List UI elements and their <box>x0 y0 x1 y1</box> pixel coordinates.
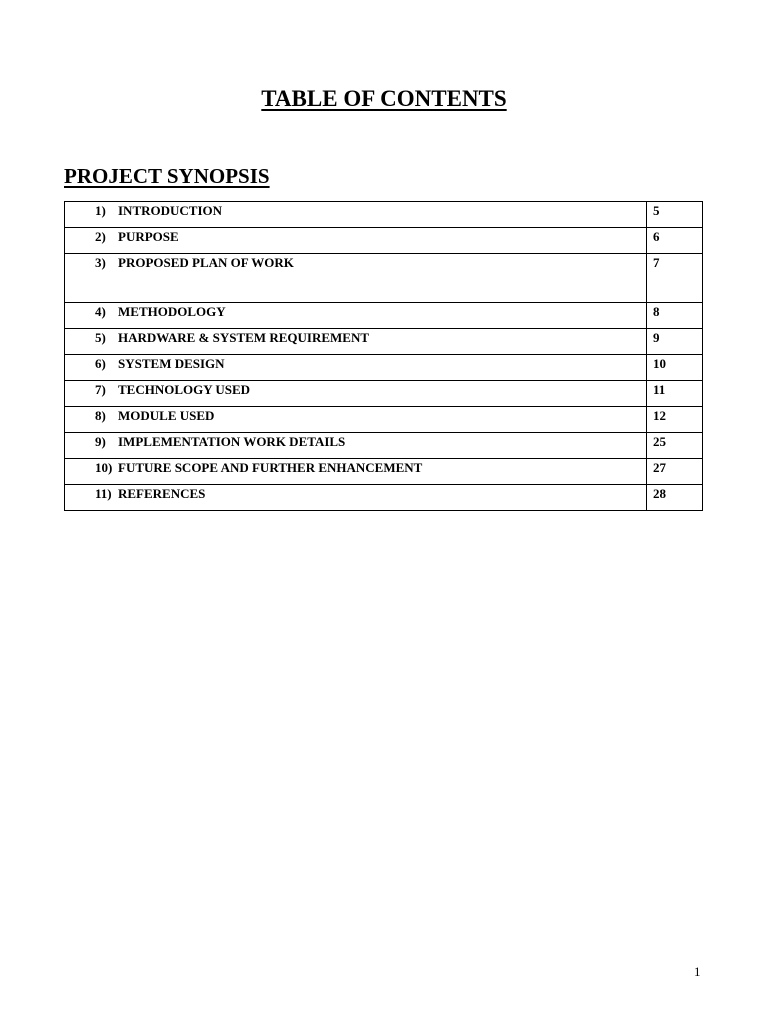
toc-page-number: 25 <box>647 433 703 459</box>
toc-entry-label: METHODOLOGY <box>118 304 226 319</box>
toc-row <box>65 433 703 459</box>
toc-entry-number: 8) <box>95 408 106 423</box>
toc-row <box>65 355 703 381</box>
toc-page-number: 8 <box>647 303 703 329</box>
section-heading: PROJECT SYNOPSIS <box>64 164 270 188</box>
toc-entry-number: 3) <box>95 255 106 270</box>
toc-row <box>65 459 703 485</box>
toc-page-number: 6 <box>647 228 703 254</box>
toc-entry-label: IMPLEMENTATION WORK DETAILS <box>118 434 346 449</box>
toc-entry-label: FUTURE SCOPE AND FURTHER ENHANCEMENT <box>118 460 423 475</box>
toc-entry-number: 10) <box>95 460 113 475</box>
toc-entry <box>65 459 647 485</box>
toc-entry-label: MODULE USED <box>118 408 215 423</box>
toc-page-number: 5 <box>647 202 703 228</box>
toc-page-number: 9 <box>647 329 703 355</box>
toc-page-number: 11 <box>647 381 703 407</box>
toc-row <box>65 202 703 228</box>
document-title: TABLE OF CONTENTS <box>261 86 507 111</box>
toc-entry-number: 6) <box>95 356 106 371</box>
toc-row <box>65 329 703 355</box>
toc-page-number: 28 <box>647 485 703 511</box>
toc-entry-label: PURPOSE <box>118 229 179 244</box>
toc-table <box>64 201 703 511</box>
toc-entry-label: INTRODUCTION <box>118 203 223 218</box>
toc-entry-label: PROPOSED PLAN OF WORK <box>118 255 294 270</box>
toc-page-number: 12 <box>647 407 703 433</box>
page-number: 1 <box>694 964 701 979</box>
toc-row <box>65 381 703 407</box>
toc-row <box>65 485 703 511</box>
toc-entry <box>65 407 647 433</box>
toc-entry <box>65 355 647 381</box>
toc-row <box>65 303 703 329</box>
toc-entry-number: 4) <box>95 304 106 319</box>
toc-entry <box>65 228 647 254</box>
toc-entry <box>65 381 647 407</box>
toc-row <box>65 228 703 254</box>
toc-row <box>65 254 703 303</box>
toc-entry-label: REFERENCES <box>118 486 206 501</box>
toc-entry-number: 9) <box>95 434 106 449</box>
toc-entry-label: SYSTEM DESIGN <box>118 356 225 371</box>
toc-row <box>65 407 703 433</box>
toc-entry <box>65 303 647 329</box>
toc-entry-number: 11) <box>95 486 112 501</box>
toc-entry <box>65 254 647 303</box>
toc-entry <box>65 433 647 459</box>
toc-entry-label: HARDWARE & SYSTEM REQUIREMENT <box>118 330 369 345</box>
toc-entry-number: 1) <box>95 203 106 218</box>
toc-entry <box>65 202 647 228</box>
toc-page-number: 10 <box>647 355 703 381</box>
toc-entry-number: 7) <box>95 382 106 397</box>
toc-entry <box>65 329 647 355</box>
toc-page-number: 7 <box>647 254 703 303</box>
toc-entry <box>65 485 647 511</box>
toc-entry-number: 2) <box>95 229 106 244</box>
toc-page-number: 27 <box>647 459 703 485</box>
toc-entry-number: 5) <box>95 330 106 345</box>
toc-entry-label: TECHNOLOGY USED <box>118 382 251 397</box>
